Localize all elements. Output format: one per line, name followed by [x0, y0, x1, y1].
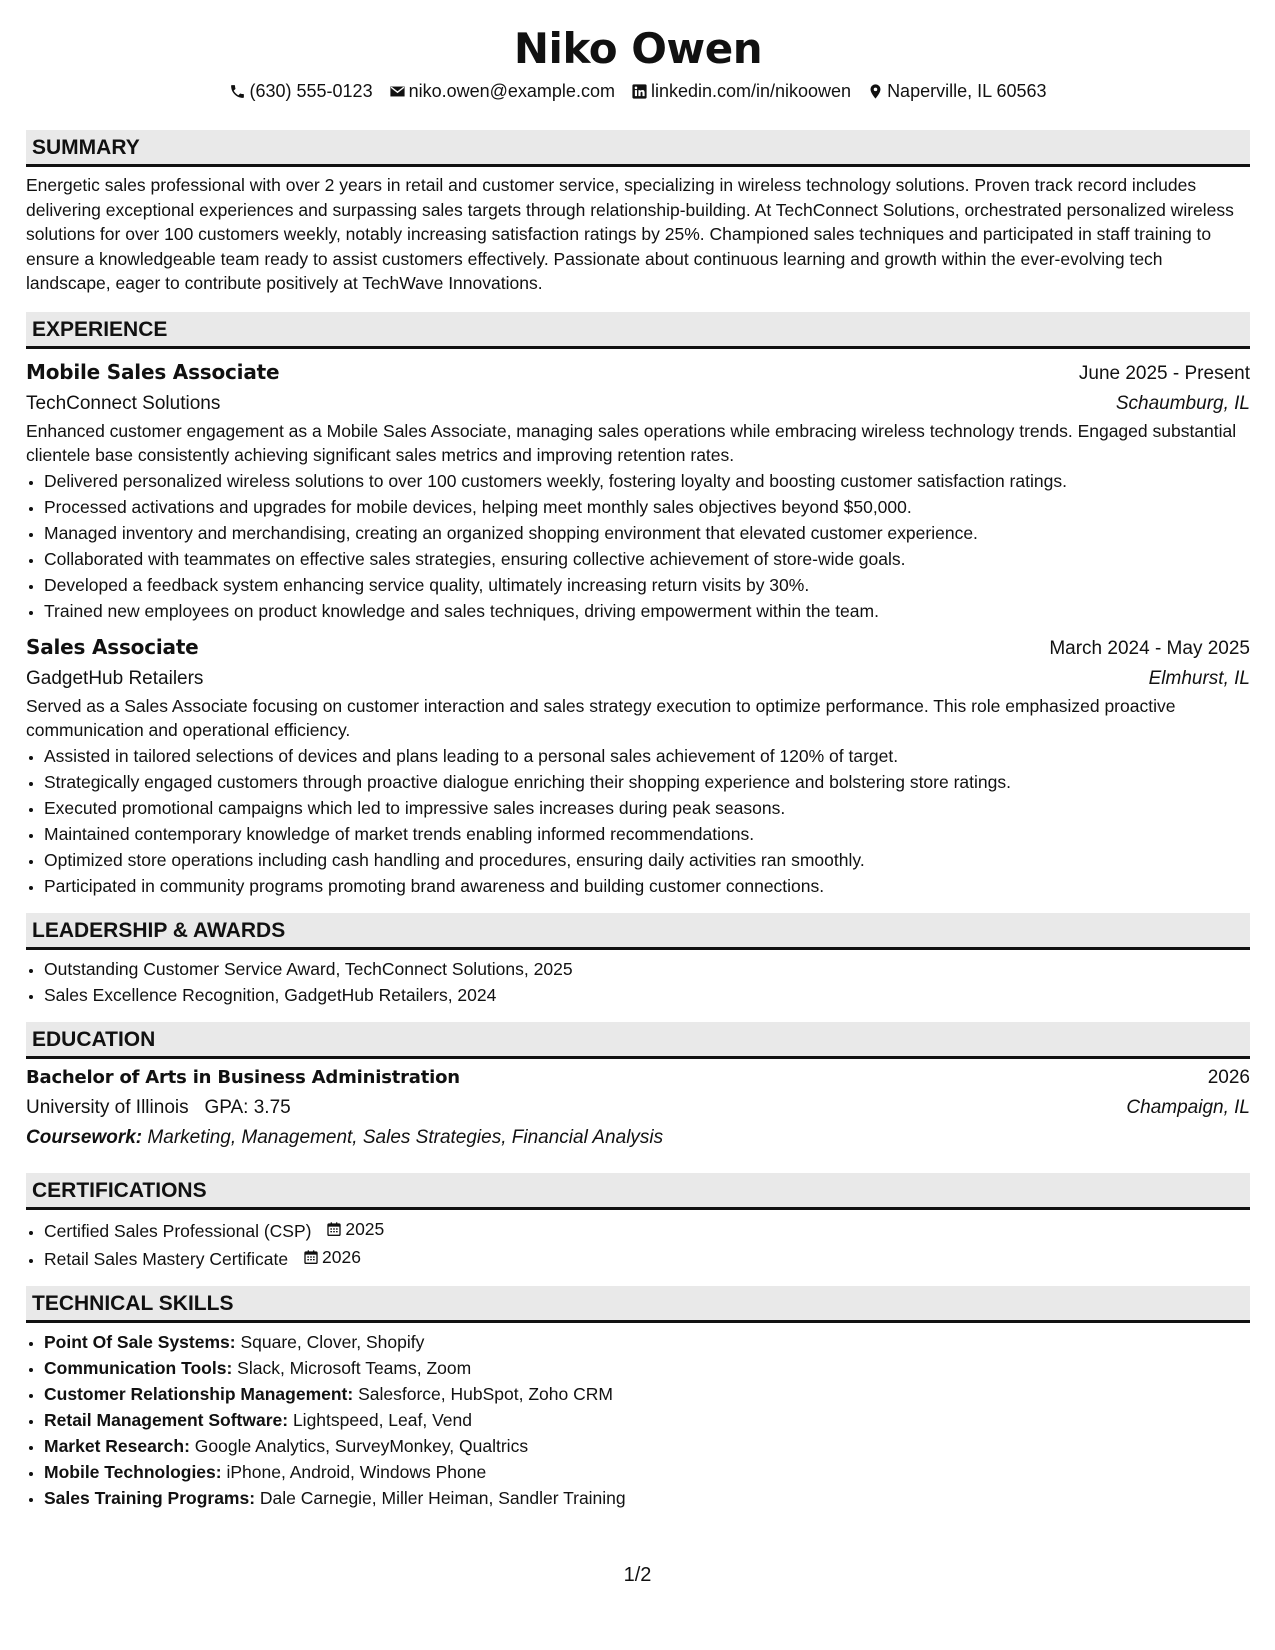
- contact-email[interactable]: [389, 80, 615, 102]
- summary-text: Energetic sales professional with over 2 years in retail and customer service, specializing in wireless technology solutions. Proven track record includes delivering exceptional experiences and surpassing sales targets through relationship-building. At TechConnect Solutions, orchestrated personalized wireless solutions for over 100 customers weekly, notably increasing satisfaction ratings by 25%. Championed sales techniques and participated in staff training to ensure a knowledgeable team ready to assist customers effectively. Passionate about continuous learning and growth within the ever-evolving tech landscape, eager to contribute positively at TechWave Innovations.: [26, 175, 1234, 293]
- contact-bar: [26, 80, 1250, 102]
- cert-date: [326, 1216, 384, 1242]
- list-item: [44, 1329, 1250, 1355]
- awards-list: [26, 956, 1250, 1008]
- list-item: [44, 1244, 1250, 1272]
- section-heading: LEADERSHIP & AWARDS: [26, 913, 1250, 950]
- graduation-year: 2026: [1207, 1066, 1250, 1088]
- list-item: • Delivered personalized wireless solutions to over 100 customers weekly, fostering loyalty and boosting customer satisfaction ratings.: [44, 468, 1250, 494]
- contact-location: [867, 80, 1046, 102]
- list-item: • Executed promotional campaigns which led to impressive sales increases during peak seasons.: [44, 795, 1250, 821]
- contact-linkedin[interactable]: [631, 80, 851, 102]
- candidate-name: Niko Owen: [513, 24, 763, 73]
- list-item: [44, 1216, 1250, 1244]
- cert-year: 2025: [345, 1218, 385, 1239]
- job-bullets: [26, 743, 1250, 899]
- school-line: [26, 1093, 291, 1123]
- skill-value: Slack, Microsoft Teams, Zoom: [237, 1357, 472, 1378]
- gpa: GPA: 3.75: [204, 1096, 291, 1118]
- list-item: • Processed activations and upgrades for mobile devices, helping meet monthly sales objectives beyond $50,000.: [44, 494, 1250, 520]
- list-item: [44, 1381, 1250, 1407]
- skill-value: Lightspeed, Leaf, Vend: [292, 1409, 472, 1430]
- skill-label: Customer Relationship Management:: [44, 1383, 354, 1404]
- experience-section: [26, 312, 1250, 899]
- job-dates: March 2024 - May 2025: [1049, 637, 1250, 659]
- resume-page: [26, 0, 1250, 1511]
- phone-icon: [229, 83, 246, 100]
- list-item: [44, 1433, 1250, 1459]
- calendar-icon: [303, 1249, 319, 1265]
- degree-title: Bachelor of Arts in Business Administration: [26, 1066, 460, 1088]
- list-item: • Trained new employees on product knowledge and sales techniques, driving empowerment within the team.: [44, 598, 1250, 624]
- job-dates: June 2025 - Present: [1078, 362, 1250, 384]
- skill-label: Retail Management Software:: [44, 1409, 289, 1430]
- job-company: GadgetHub Retailers: [26, 667, 204, 689]
- job-location: Elmhurst, IL: [1148, 667, 1250, 689]
- list-item: • Developed a feedback system enhancing service quality, ultimately increasing return visits by 30%.: [44, 572, 1250, 598]
- calendar-icon: [326, 1221, 342, 1237]
- linkedin-text[interactable]: linkedin.com/in/nikoowen: [650, 81, 852, 101]
- job-bullets: [26, 468, 1250, 624]
- cert-date: [303, 1244, 361, 1270]
- job-description: Enhanced customer engagement as a Mobile Sales Associate, managing sales operations while embracing wireless technology trends. Engaged substantial clientele base consistently achieving significant sales metrics and improving retention rates.: [26, 420, 1237, 465]
- section-heading: TECHNICAL SKILLS: [26, 1286, 1250, 1323]
- school-name: University of Illinois: [26, 1096, 189, 1118]
- coursework-label: Coursework:: [26, 1126, 143, 1148]
- job-title: Mobile Sales Associate: [26, 359, 280, 384]
- job-entry: [26, 632, 1250, 899]
- skills-section: [26, 1286, 1250, 1511]
- skill-label: Communication Tools:: [44, 1357, 233, 1378]
- skill-value: Salesforce, HubSpot, Zoho CRM: [358, 1383, 613, 1404]
- skill-value: Dale Carnegie, Miller Heiman, Sandler Training: [259, 1487, 626, 1508]
- map-pin-icon: [867, 83, 884, 100]
- cert-name: Certified Sales Professional (CSP): [44, 1220, 312, 1241]
- section-heading: CERTIFICATIONS: [26, 1173, 1250, 1210]
- job-entry: [26, 357, 1250, 624]
- list-item: [44, 1355, 1250, 1381]
- education-section: [26, 1022, 1250, 1153]
- list-item: • Outstanding Customer Service Award, TechConnect Solutions, 2025: [44, 956, 1250, 982]
- awards-section: [26, 913, 1250, 1008]
- location-text: Naperville, IL 60563: [887, 81, 1047, 101]
- job-description: Served as a Sales Associate focusing on customer interaction and sales strategy execution to optimize performance. This role emphasized proactive communication and operational efficiency.: [26, 695, 1176, 740]
- coursework-text: Marketing, Management, Sales Strategies, Financial Analysis: [147, 1126, 664, 1148]
- coursework: [26, 1123, 1250, 1153]
- contact-phone: [229, 80, 372, 102]
- page-number: 1/2: [623, 1564, 652, 1586]
- list-item: • Collaborated with teammates on effective sales strategies, ensuring collective achievement of store-wide goals.: [44, 546, 1250, 572]
- certifications-section: [26, 1173, 1250, 1272]
- summary-section: [26, 130, 1250, 296]
- skill-label: Mobile Technologies:: [44, 1461, 222, 1482]
- section-heading: EDUCATION: [26, 1022, 1250, 1059]
- list-item: • Optimized store operations including cash handling and procedures, ensuring daily activities ran smoothly.: [44, 847, 1250, 873]
- list-item: • Assisted in tailored selections of devices and plans leading to a personal sales achievement of 120% of target.: [44, 743, 1250, 769]
- list-item: [44, 1485, 1250, 1511]
- skill-value: iPhone, Android, Windows Phone: [226, 1461, 487, 1482]
- list-item: • Participated in community programs promoting brand awareness and building customer connections.: [44, 873, 1250, 899]
- envelope-icon: [389, 83, 406, 100]
- skill-label: Point Of Sale Systems:: [44, 1331, 236, 1352]
- job-location: Schaumburg, IL: [1115, 392, 1250, 414]
- skills-list: [26, 1329, 1250, 1511]
- section-heading: SUMMARY: [26, 130, 1250, 167]
- linkedin-icon: [631, 83, 648, 100]
- skill-value: Google Analytics, SurveyMonkey, Qualtrics: [194, 1435, 529, 1456]
- list-item: • Managed inventory and merchandising, creating an organized shopping environment that elevated customer experience.: [44, 520, 1250, 546]
- list-item: [44, 1459, 1250, 1485]
- job-title: Sales Associate: [26, 634, 199, 659]
- skill-value: Square, Clover, Shopify: [240, 1331, 425, 1352]
- email-text[interactable]: niko.owen@example.com: [408, 81, 615, 101]
- list-item: • Strategically engaged customers through proactive dialogue enriching their shopping experience and bolstering store ratings.: [44, 769, 1250, 795]
- job-company: TechConnect Solutions: [26, 392, 221, 414]
- cert-year: 2026: [322, 1246, 361, 1267]
- school-location: Champaign, IL: [1126, 1096, 1250, 1118]
- list-item: • Maintained contemporary knowledge of market trends enabling informed recommendations.: [44, 821, 1250, 847]
- cert-name: Retail Sales Mastery Certificate: [44, 1248, 289, 1269]
- certifications-list: [26, 1216, 1250, 1272]
- list-item: [44, 1407, 1250, 1433]
- skill-label: Sales Training Programs:: [44, 1487, 256, 1508]
- skill-label: Market Research:: [44, 1435, 190, 1456]
- list-item: • Sales Excellence Recognition, GadgetHub Retailers, 2024: [44, 982, 1250, 1008]
- phone-text: (630) 555-0123: [249, 81, 373, 101]
- section-heading: EXPERIENCE: [26, 312, 1250, 349]
